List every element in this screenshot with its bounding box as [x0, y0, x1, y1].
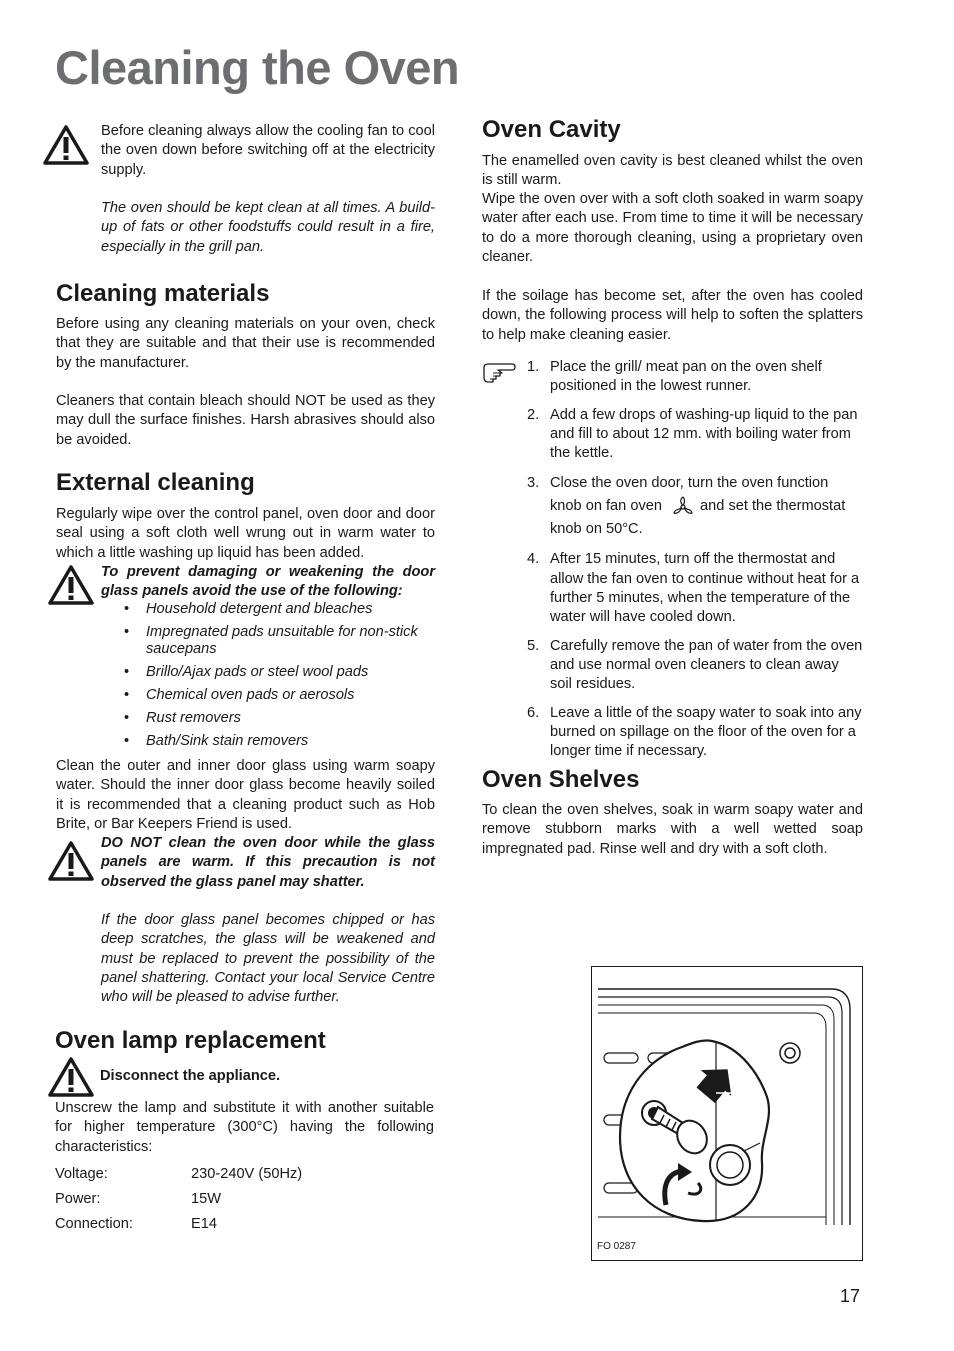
- warning-triangle-icon: [47, 840, 95, 882]
- avoid-item: • Household detergent and bleaches: [124, 601, 436, 618]
- step-number: 1.: [527, 359, 540, 375]
- page-title: Cleaning the Oven: [55, 41, 460, 94]
- oven-cavity-para1: The enamelled oven cavity is best cleaned whilst the oven is still warm.: [482, 153, 863, 189]
- spec-label: Voltage:: [55, 1166, 108, 1182]
- warning-triangle-icon: [47, 1056, 95, 1098]
- step-text: Close the oven door, turn the oven function knob on fan oven: [550, 475, 829, 515]
- step-text: and set the thermostat knob on 50°C.: [550, 498, 846, 538]
- spec-value: 15W: [191, 1191, 222, 1207]
- oven-cavity-para2: Wipe the oven over with a soft cloth soaked in warm soapy water after each use. From time to time it will be necessary to do a more thorough cleaning, using a proprietary oven cleaner.: [482, 191, 863, 265]
- external-cleaning-heading: External cleaning: [56, 469, 255, 496]
- spec-label: Power:: [55, 1191, 101, 1207]
- step-text: Add a few drops of washing-up liquid to the pan and fill to about 12 mm. with boiling water from the kettle.: [550, 406, 858, 462]
- step-item: [482, 550, 863, 627]
- avoid-item: • Impregnated pads unsuitable for non-stick saucepans: [124, 624, 436, 658]
- spec-row: [55, 1191, 302, 1216]
- avoid-list: [124, 601, 436, 756]
- oven-shelves-heading: Oven Shelves: [482, 766, 640, 793]
- step-number: 2.: [527, 406, 540, 423]
- external-warning-text: To prevent damaging or weakening the door glass panels avoid the use of the following:: [101, 564, 435, 600]
- lamp-replacement-illustration: [592, 967, 862, 1260]
- spec-row: [55, 1216, 302, 1241]
- avoid-item: • Chemical oven pads or aerosols: [124, 687, 436, 704]
- oven-cavity-heading: Oven Cavity: [482, 116, 621, 143]
- step-number: 4.: [527, 551, 540, 568]
- cleaning-materials-para1: Before using any cleaning materials on your oven, check that they are suitable and that their use is recommended by the manufacturer.: [56, 316, 435, 371]
- spec-value: E14: [191, 1216, 217, 1232]
- glass-warning-note: If the door glass panel becomes chipped or has deep scratches, the glass will be weakened and must be replaced to prevent the possibility of the panel shattering. Contact your local Service Centre who will be pleased to advise further.: [101, 912, 435, 1006]
- cleaning-materials-para2: Cleaners that contain bleach should NOT be used as they may dull the surface finishes. Harsh abrasives should also be avoided.: [56, 393, 435, 448]
- figure-code: FO 0287: [597, 1241, 636, 1252]
- step-text: Place the grill/ meat pan on the oven shelf positioned in the lowest runner.: [550, 359, 822, 395]
- step-item: [482, 472, 863, 541]
- step-item: [482, 704, 863, 762]
- step-item: [482, 358, 863, 397]
- lamp-para: Unscrew the lamp and substitute it with another suitable for higher temperature (300°C) having the following characteristics:: [55, 1100, 434, 1155]
- step-number: 3.: [527, 475, 540, 492]
- intro-warning-text: Before cleaning always allow the cooling fan to cool the oven down before switching off at the electricity supply.: [101, 123, 435, 178]
- intro-italic-note: The oven should be kept clean at all times. A build-up of fats or other foodstuffs could result in a fire, especially in the grill pan.: [101, 200, 435, 255]
- spec-label: Connection:: [55, 1216, 133, 1232]
- avoid-item: • Brillo/Ajax pads or steel wool pads: [124, 664, 436, 681]
- external-cleaning-para2: Clean the outer and inner door glass using warm soapy water. Should the inner door glass become heavily soiled it is recommended that a cleaning product such as Hob Brite, or Bar Keepers Friend is used.: [56, 758, 435, 832]
- oven-cavity-para3: If the soilage has become set, after the oven has cooled down, the following process will help to soften the splatters to help make cleaning easier.: [482, 288, 863, 343]
- step-number: 6.: [527, 704, 540, 721]
- step-item: [482, 406, 863, 464]
- lamp-warning: Disconnect the appliance.: [100, 1068, 281, 1084]
- lamp-heading: Oven lamp replacement: [55, 1027, 326, 1054]
- spec-row: [55, 1166, 302, 1191]
- oven-shelves-para: To clean the oven shelves, soak in warm soapy water and remove stubborn marks with a well wetted soap impregnated pad. Rinse well and dry with a soft cloth.: [482, 802, 863, 857]
- external-cleaning-para1: Regularly wipe over the control panel, oven door and door seal using a soft cloth well wrung out in warm water to which a little washing up liquid has been added.: [56, 506, 435, 561]
- step-text: Leave a little of the soapy water to soak into any burned on spillage on the floor of the oven for a longer time if necessary.: [550, 704, 862, 760]
- fan-symbol-icon: [672, 496, 694, 518]
- lamp-spec-table: [55, 1166, 302, 1241]
- spec-value: 230-240V (50Hz): [191, 1166, 303, 1182]
- lamp-replacement-figure: [591, 966, 863, 1261]
- glass-warning-text: DO NOT clean the oven door while the glass panels are warm. If this precaution is not observed the glass panel may shatter.: [101, 835, 435, 890]
- step-item: [482, 637, 863, 695]
- step-text: After 15 minutes, turn off the thermostat and allow the fan oven to continue without heat for a further 5 minutes, when the temperature of the water will have cooled down.: [550, 551, 860, 626]
- avoid-item: • Bath/Sink stain removers: [124, 733, 436, 750]
- step-text: Carefully remove the pan of water from the oven and use normal oven cleaners to clean away soil residues.: [550, 637, 863, 693]
- cleaning-steps: [482, 358, 863, 770]
- avoid-item: • Rust removers: [124, 710, 436, 727]
- step-number: 5.: [527, 637, 540, 654]
- warning-triangle-icon: [42, 124, 90, 166]
- warning-triangle-icon: [47, 564, 95, 606]
- page-number: 17: [840, 1286, 861, 1306]
- cleaning-materials-heading: Cleaning materials: [56, 280, 270, 307]
